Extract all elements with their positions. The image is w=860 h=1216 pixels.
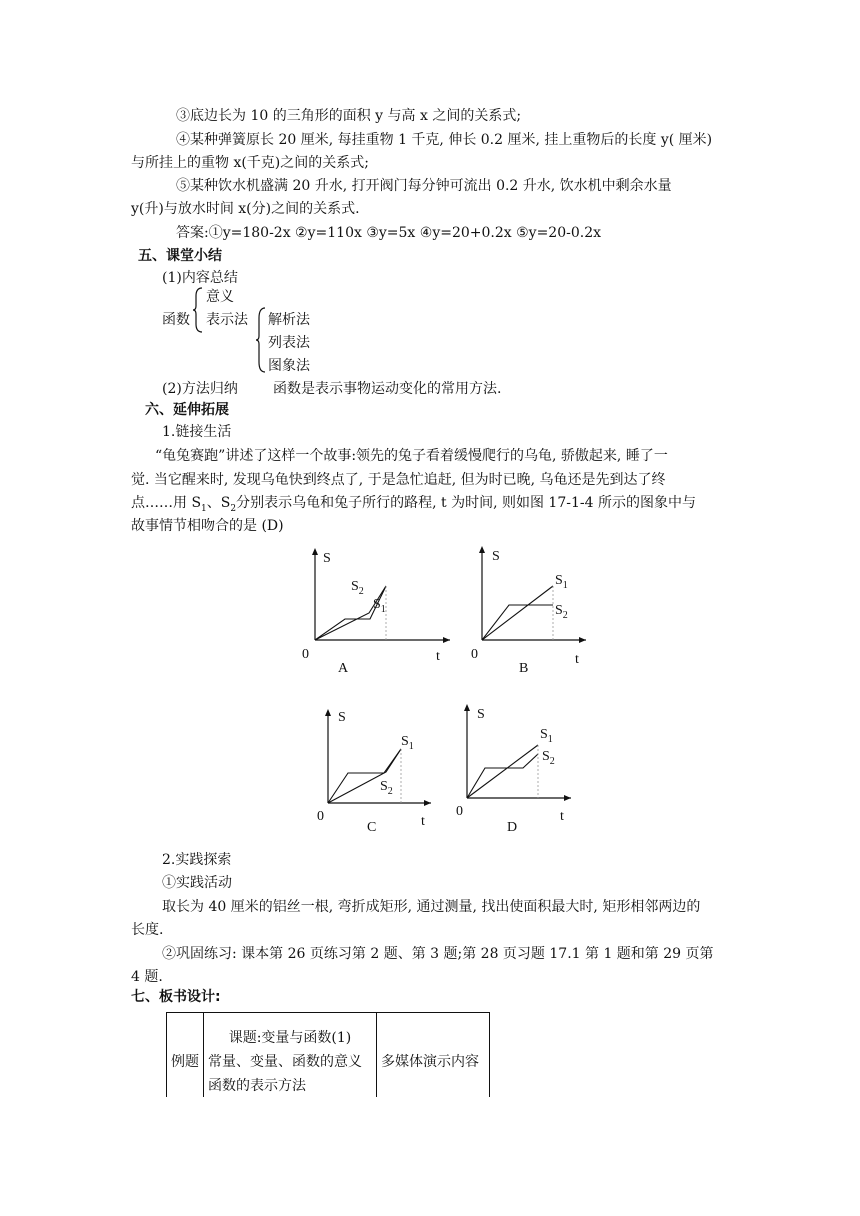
story-line4: 故事情节相吻合的是 (D): [131, 518, 284, 534]
section-6-title: 六、延伸拓展: [145, 402, 229, 418]
graph-b-s1-line: [482, 586, 553, 640]
brace-left-2: [255, 306, 267, 374]
method-summary-label: (2)方法归纳: [162, 381, 238, 397]
graph-b-axis-s: S: [492, 549, 500, 564]
graph-a-s2-label: $S_2$: [351, 579, 364, 597]
graph-a-s1-label: $S_1$: [373, 597, 386, 615]
graph-c-letter: C: [367, 820, 377, 835]
brace-left-1: [192, 286, 204, 334]
graph-d: [447, 698, 597, 838]
function-label: 函数: [162, 312, 190, 328]
table-topic: 课题:变量与函数(1): [204, 1025, 377, 1049]
graph-c-axis-s: S: [338, 710, 346, 725]
graph-b-origin: 0: [471, 647, 478, 662]
activity-line1: 取长为 40 厘米的铝丝一根, 弯折成矩形, 通过测量, 找出使面积最大时, 矩形相邻两边的: [162, 899, 701, 915]
graph-b-s2-line: [482, 605, 553, 640]
activity-line2: 长度.: [131, 922, 164, 938]
graph-c-s1-label: $S_1$: [401, 734, 414, 752]
board-design-table: [166, 1012, 490, 1097]
life-link-label: 1.链接生活: [162, 424, 232, 440]
graph-b-axis-t: t: [575, 652, 579, 667]
method-table: 列表法: [268, 335, 310, 351]
representation-item: 表示法: [206, 312, 248, 328]
graph-b-s1-label: $S_1$: [555, 573, 568, 591]
graph-a: [290, 540, 460, 680]
section-5-title: 五、课堂小结: [138, 248, 222, 264]
activity-label: ①实践活动: [162, 875, 232, 891]
graph-a-axis-t: t: [436, 649, 440, 664]
graph-c-axis-t: t: [421, 814, 425, 829]
question-4-line1: ④某种弹簧原长 20 厘米, 每挂重物 1 千克, 伸长 0.2 厘米, 挂上重物后的长度 y( 厘米): [176, 132, 713, 148]
graph-d-letter: D: [507, 820, 518, 835]
graph-a-axis-s: S: [323, 551, 331, 566]
graph-a-origin: 0: [302, 647, 309, 662]
graph-c-s2-label: $S_2$: [380, 779, 393, 797]
graph-d-origin: 0: [456, 804, 463, 819]
answer-line: 答案:①y=180-2x ②y=110x ③y=5x ④y=20+0.2x ⑤y=20-0.2x: [176, 225, 602, 241]
table-example: 例题: [167, 1049, 204, 1073]
method-summary-text: 函数是表示事物运动变化的常用方法.: [273, 381, 502, 397]
method-analytic: 解析法: [268, 312, 310, 328]
question-5-line2: y(升)与放水时间 x(分)之间的关系式.: [131, 201, 360, 217]
meaning-item: 意义: [206, 289, 234, 305]
graph-d-s1-line: [467, 745, 538, 798]
section-7-title: 七、板书设计:: [131, 989, 221, 1005]
method-graph: 图象法: [268, 358, 310, 374]
table-multimedia: 多媒体演示内容: [377, 1049, 490, 1073]
graph-a-s2-line: [315, 586, 386, 640]
story-line2: 觉. 当它醒来时, 发现乌龟快到终点了, 于是急忙追赶, 但为时已晚, 乌龟还是先到达了终: [131, 472, 666, 488]
exercise-line2: 4 题.: [131, 969, 163, 985]
graph-d-s2-line: [467, 754, 538, 798]
graph-b-s2-label: $S_2$: [555, 603, 568, 621]
graph-d-s1-label: $S_1$: [540, 727, 553, 745]
graph-d-axis-s: S: [477, 707, 485, 722]
graph-c: [306, 703, 446, 843]
table-row3: 函数的表示方法: [204, 1073, 377, 1097]
graph-c-origin: 0: [317, 809, 324, 824]
graph-d-s2-label: $S_2$: [542, 749, 555, 767]
story-line3: 点……用 $S_1$、$S_2$分别表示乌龟和兔子所行的路程, t 为时间, 则如图 17-1-4 所示的图象中与: [131, 495, 696, 514]
question-3: ③底边长为 10 的三角形的面积 y 与高 x 之间的关系式;: [176, 108, 522, 124]
graph-d-axis-t: t: [560, 809, 564, 824]
practice-label: 2.实践探索: [162, 852, 232, 868]
graph-b-letter: B: [519, 661, 529, 676]
exercise-line1: ②巩固练习: 课本第 26 页练习第 2 题、第 3 题;第 28 页习题 17.1 第 1 题和第 29 页第: [162, 946, 714, 962]
graph-b: [462, 540, 632, 680]
story-line1: “龟兔赛跑”讲述了这样一个故事:领先的兔子看着缓慢爬行的乌龟, 骄傲起来, 睡了一: [155, 448, 668, 464]
question-4-line2: 与所挂上的重物 x(千克)之间的关系式;: [131, 155, 369, 171]
question-5-line1: ⑤某种饮水机盛满 20 升水, 打开阀门每分钟可流出 0.2 升水, 饮水机中剩余水量: [176, 178, 672, 194]
graph-a-letter: A: [338, 661, 349, 676]
table-row2: 常量、变量、函数的意义: [204, 1049, 377, 1073]
content-summary-label: (1)内容总结: [162, 270, 238, 286]
